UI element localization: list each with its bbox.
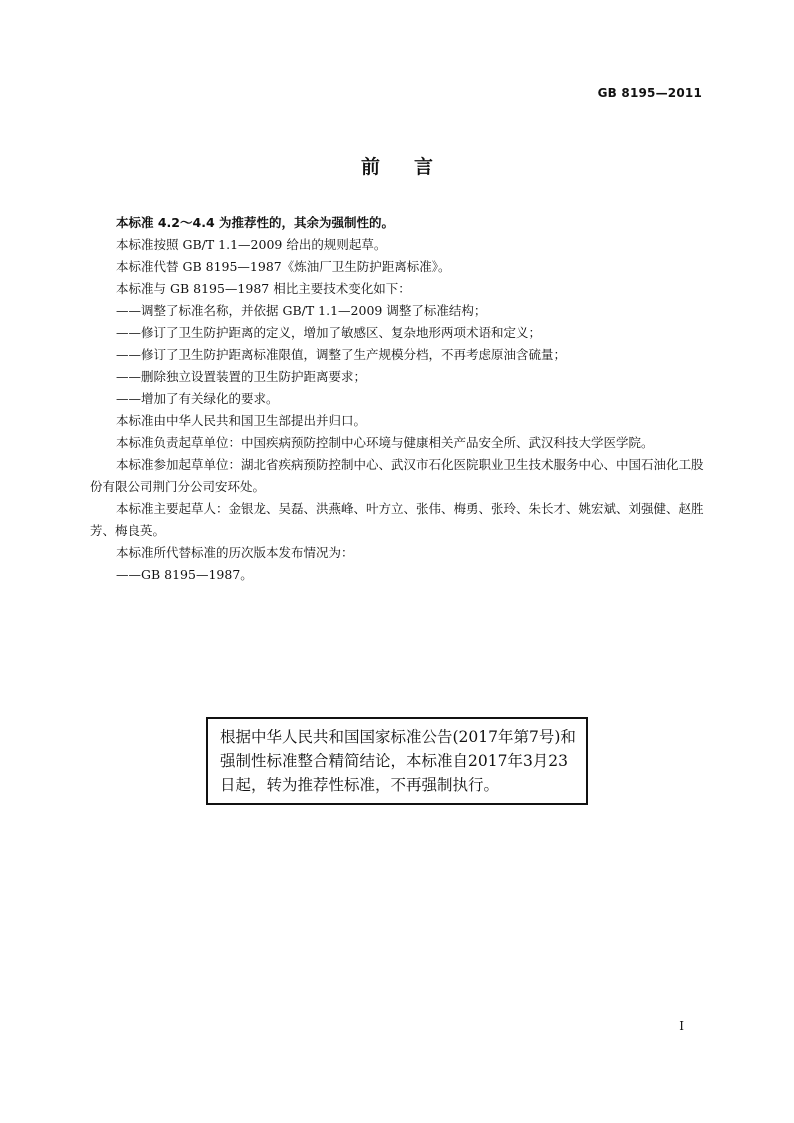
paragraph-lead-drafters: 本标准负责起草单位：中国疾病预防控制中心环境与健康相关产品安全所、武汉科技大学医学院。: [116, 435, 654, 450]
change-item: ——修订了卫生防护距离标准限值，调整了生产规模分档，不再考虑原油含硫量；: [116, 347, 567, 362]
paragraph-previous-editions: 本标准所代替标准的历次版本发布情况为：: [116, 545, 354, 560]
paragraph-drafting-rules: 本标准按照 GB/T 1.1—2009 给出的规则起草。: [116, 237, 387, 252]
change-item: ——修订了卫生防护距离的定义，增加了敏感区、复杂地形两项术语和定义；: [116, 325, 542, 340]
paragraph-main-drafters: 本标准主要起草人：金银龙、吴磊、洪燕峰、叶方立、张伟、梅勇、张玲、朱长才、姚宏斌、刘强健、赵胜芳、梅良英。: [90, 501, 704, 538]
paragraph-changes-intro: 本标准与 GB 8195—1987 相比主要技术变化如下：: [116, 281, 411, 296]
paragraph-recommendation-scope: 本标准 4.2～4.4 为推荐性的，其余为强制性的。: [116, 215, 394, 230]
page-number: I: [679, 1019, 684, 1033]
change-item: ——调整了标准名称，并依据 GB/T 1.1—2009 调整了标准结构；: [116, 303, 487, 318]
standard-code: GB 8195—2011: [597, 86, 702, 100]
page-title: 前言: [360, 156, 467, 178]
paragraph-participating-drafters: 本标准参加起草单位：湖北省疾病预防控制中心、武汉市石化医院职业卫生技术服务中心、中国石油化工股份有限公司荆门分公司安环处。: [90, 457, 704, 494]
change-item: ——删除独立设置装置的卫生防护距离要求；: [116, 369, 367, 384]
paragraph-replaces: 本标准代替 GB 8195—1987《炼油厂卫生防护距离标准》。: [116, 259, 451, 274]
change-item: ——增加了有关绿化的要求。: [116, 391, 279, 406]
previous-edition-item: ——GB 8195—1987。: [116, 567, 253, 582]
conversion-notice-box: 根据中华人民共和国国家标准公告(2017年第7号)和强制性标准整合精简结论，本标准自2017年3月23日起，转为推荐性标准，不再强制执行。: [206, 717, 588, 805]
foreword-body: [90, 212, 710, 586]
paragraph-proposer: 本标准由中华人民共和国卫生部提出并归口。: [116, 413, 367, 428]
